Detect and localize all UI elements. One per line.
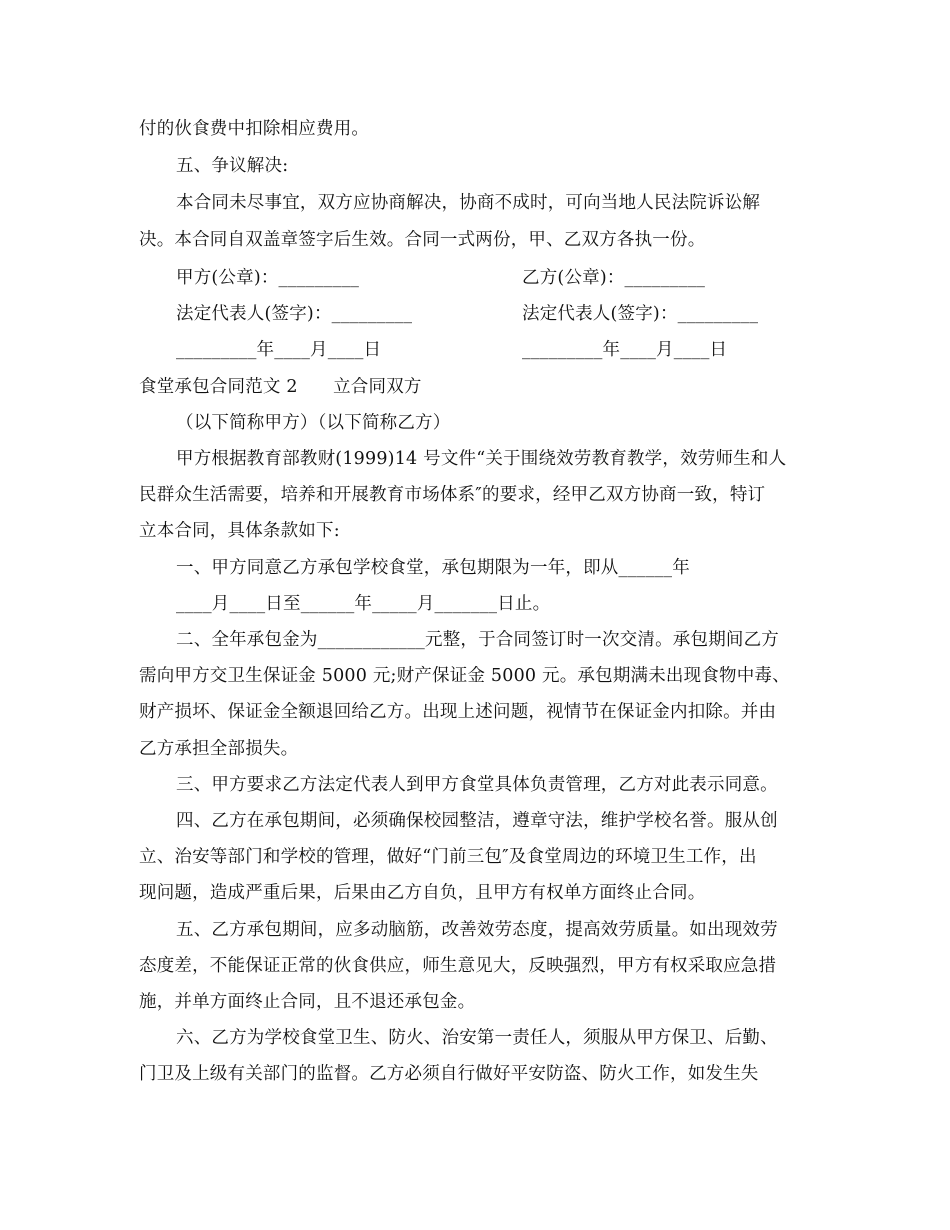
clause-4: 四、乙方在承包期间，必须确保校园整洁，遵章守法，维护学校名誉。服从创 [176,811,778,831]
text-line: 门卫及上级有关部门的监督。乙方必须自行做好平安防盗、防火工作，如发生失 [139,1064,759,1084]
text-line: 付的伙食费中扣除相应费用。 [139,119,370,139]
party-b-representative: 法定代表人(签字)：_________ [522,304,759,324]
clause-6: 六、乙方为学校食堂卫生、防火、治安第一责任人，须服从甲方保卫、后勤、 [176,1028,778,1048]
text-line: （以下简称甲方）（以下简称乙方） [176,413,451,433]
text-line: 立、治安等部门和学校的管理，做好“门前三包″及食堂周边的环境卫生工作，出 [139,847,757,867]
text-line: 施，并单方面终止合同，且不退还承包金。 [139,992,476,1012]
text-line: 财产损坏、保证金全额退回给乙方。出现上述问题，视情节在保证金内扣除。并由 [139,702,777,722]
text-line: 乙方承担全部损失。 [139,739,299,759]
section-heading: 五、争议解决: [176,156,289,176]
clause-1: 一、甲方同意乙方承包学校食堂，承包期限为一年，即从______年 [176,558,690,578]
document-title: 食堂承包合同范文 2 立合同双方 [139,377,422,397]
clause-3: 三、甲方要求乙方法定代表人到甲方食堂具体负责管理，乙方对此表示同意。 [176,775,778,795]
party-b-seal: 乙方(公章)：_________ [522,268,706,288]
party-b-date: _________年____月____日 [522,340,728,360]
text-line: 态度差，不能保证正常的伙食供应，师生意见大，反映强烈，甲方有权采取应急措 [139,956,777,976]
text-line: 民群众生活需要，培养和开展教育市场体系″的要求，经甲乙双方协商一致，特订 [139,485,766,505]
text-line: ____月____日至______年_____月_______日止。 [176,594,551,614]
text-line: 需向甲方交卫生保证金 5000 元;财产保证金 5000 元。承包期满未出现食物中毒、 [139,666,790,686]
text-line: 决。本合同自双盖章签字后生效。合同一式两份，甲、乙双方各执一份。 [139,230,706,250]
text-line: 立本合同，具体条款如下: [139,521,340,541]
party-a-representative: 法定代表人(签字)：_________ [176,304,413,324]
clause-5: 五、乙方承包期间，应多动脑筋，改善效劳态度，提高效劳质量。如出现效劳 [176,920,778,940]
clause-2: 二、全年承包金为____________元整，于合同签订时一次交清。承包期间乙方 [176,630,779,650]
party-a-seal: 甲方(公章)：_________ [176,268,360,288]
party-a-date: _________年____月____日 [176,340,382,360]
text-line: 现问题，造成严重后果，后果由乙方自负，且甲方有权单方面终止合同。 [139,883,706,903]
text-line: 甲方根据教育部教财(1999)14 号文件“关于围绕效劳教育教学，效劳师生和人 [176,449,787,469]
text-line: 本合同未尽事宜，双方应协商解决，协商不成时，可向当地人民法院诉讼解 [176,193,761,213]
